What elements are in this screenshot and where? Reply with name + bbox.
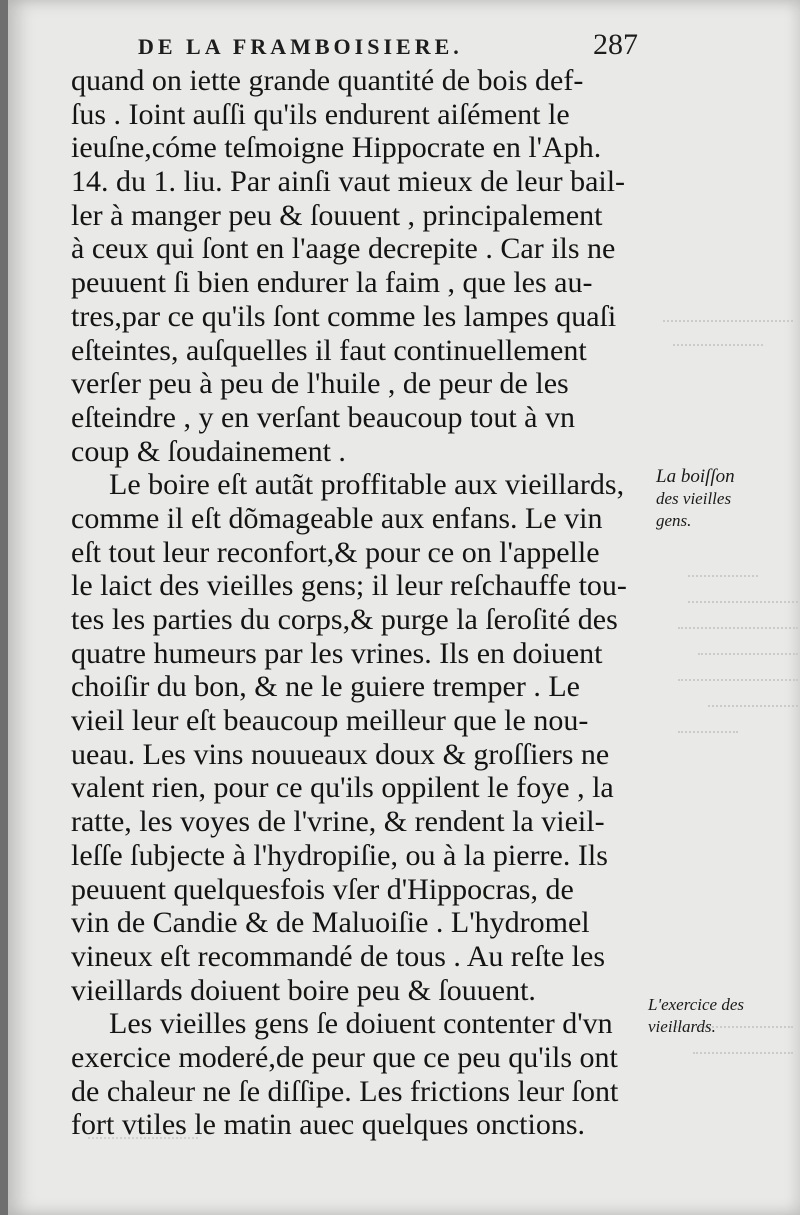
- text-line: vieillards doiuent boire peu & ſouuent.: [71, 973, 536, 1007]
- paragraph-start-line: Les vieilles gens ſe doiuent contenter d'vn: [109, 1007, 613, 1041]
- show-through-bleed: [663, 312, 793, 362]
- body-text: [71, 64, 648, 1142]
- paragraph-start-line: Le boire eſt autãt proffitable aux vieillards,: [109, 468, 625, 502]
- text-line: de chaleur ne ſe diſſipe. Les frictions leur ſont: [71, 1074, 619, 1108]
- margin-note-exercice: [648, 994, 744, 1038]
- text-line: le laict des vieilles gens; il leur reſchauffe tou-: [71, 569, 627, 603]
- text-line: ueau. Les vins nouueaux doux & groſſiers ne: [71, 737, 610, 771]
- text-line: fort vtiles le matin auec quelques onctions.: [71, 1108, 586, 1142]
- text-line: ler à manger peu & ſouuent , principalement: [71, 198, 603, 232]
- text-line: quand on iette grande quantité de bois def-: [71, 64, 584, 97]
- text-line: peuuent quelquesfois vſer d'Hippocras, de: [71, 872, 574, 906]
- margin-note-boisson: [656, 466, 735, 532]
- text-line: comme il eſt dõmageable aux enfans. Le vin: [71, 501, 603, 535]
- text-line: vineux eſt recommandé de tous . Au reſte les: [71, 939, 606, 973]
- book-page: [8, 0, 800, 1215]
- text-line: valent rien, pour ce qu'ils oppilent le foye , la: [71, 771, 614, 805]
- text-line: exercice moderé,de peur que ce peu qu'ils ont: [71, 1040, 618, 1074]
- text-line: eſteintes, auſquelles il faut continuellement: [71, 333, 587, 367]
- text-line: ieuſne,cóme teſmoigne Hippocrate en l'Aph.: [71, 131, 602, 165]
- text-line: choiſir du bon, & ne le guiere tremper . Le: [71, 670, 580, 704]
- show-through-bleed: [658, 565, 798, 745]
- text-line: vin de Candie & de Maluoiſie . L'hydromel: [71, 906, 590, 940]
- text-line: eſt tout leur reconfort,& pour ce on l'appelle: [71, 535, 600, 569]
- text-line: verſer peu à peu de l'huile , de peur de les: [71, 367, 569, 401]
- text-line: ſus . Ioint auſſi qu'ils endurent aiſément le: [71, 97, 570, 131]
- page-number: 287: [593, 28, 638, 61]
- margin-note-line: La boiſſon: [656, 466, 735, 487]
- running-title: DE LA FRAMBOISIERE.: [138, 34, 463, 59]
- text-line: leſſe ſubjecte à l'hydropiſie, ou à la pierre. Ils: [71, 838, 608, 872]
- text-line: tes les parties du corps,& purge la ſeroſité des: [71, 603, 618, 636]
- text-line: 14. du 1. liu. Par ainſi vaut mieux de leur bail-: [71, 165, 626, 199]
- margin-note-line: vieillards.: [648, 1017, 716, 1036]
- text-line: peuuent ſi bien endurer la faim , que les au-: [71, 266, 593, 300]
- text-line: tres,par ce qu'ils ſont comme les lampes quaſi: [71, 299, 617, 333]
- page-header: [138, 28, 638, 62]
- text-line: à ceux qui ſont en l'aage decrepite . Car ils ne: [71, 232, 616, 266]
- text-line: ratte, les voyes de l'vrine, & rendent la vieil-: [71, 805, 605, 839]
- text-line: eſteindre , y en verſant beaucoup tout à vn: [71, 400, 575, 434]
- margin-note-line: gens.: [656, 511, 692, 530]
- text-line: coup & ſoudainement .: [71, 434, 346, 468]
- text-line: vieil leur eſt beaucoup meilleur que le nou-: [71, 704, 589, 738]
- margin-note-line: L'exercice des: [648, 995, 744, 1014]
- text-line: quatre humeurs par les vrines. Ils en doiuent: [71, 636, 603, 670]
- margin-note-line: des vieilles: [656, 489, 732, 508]
